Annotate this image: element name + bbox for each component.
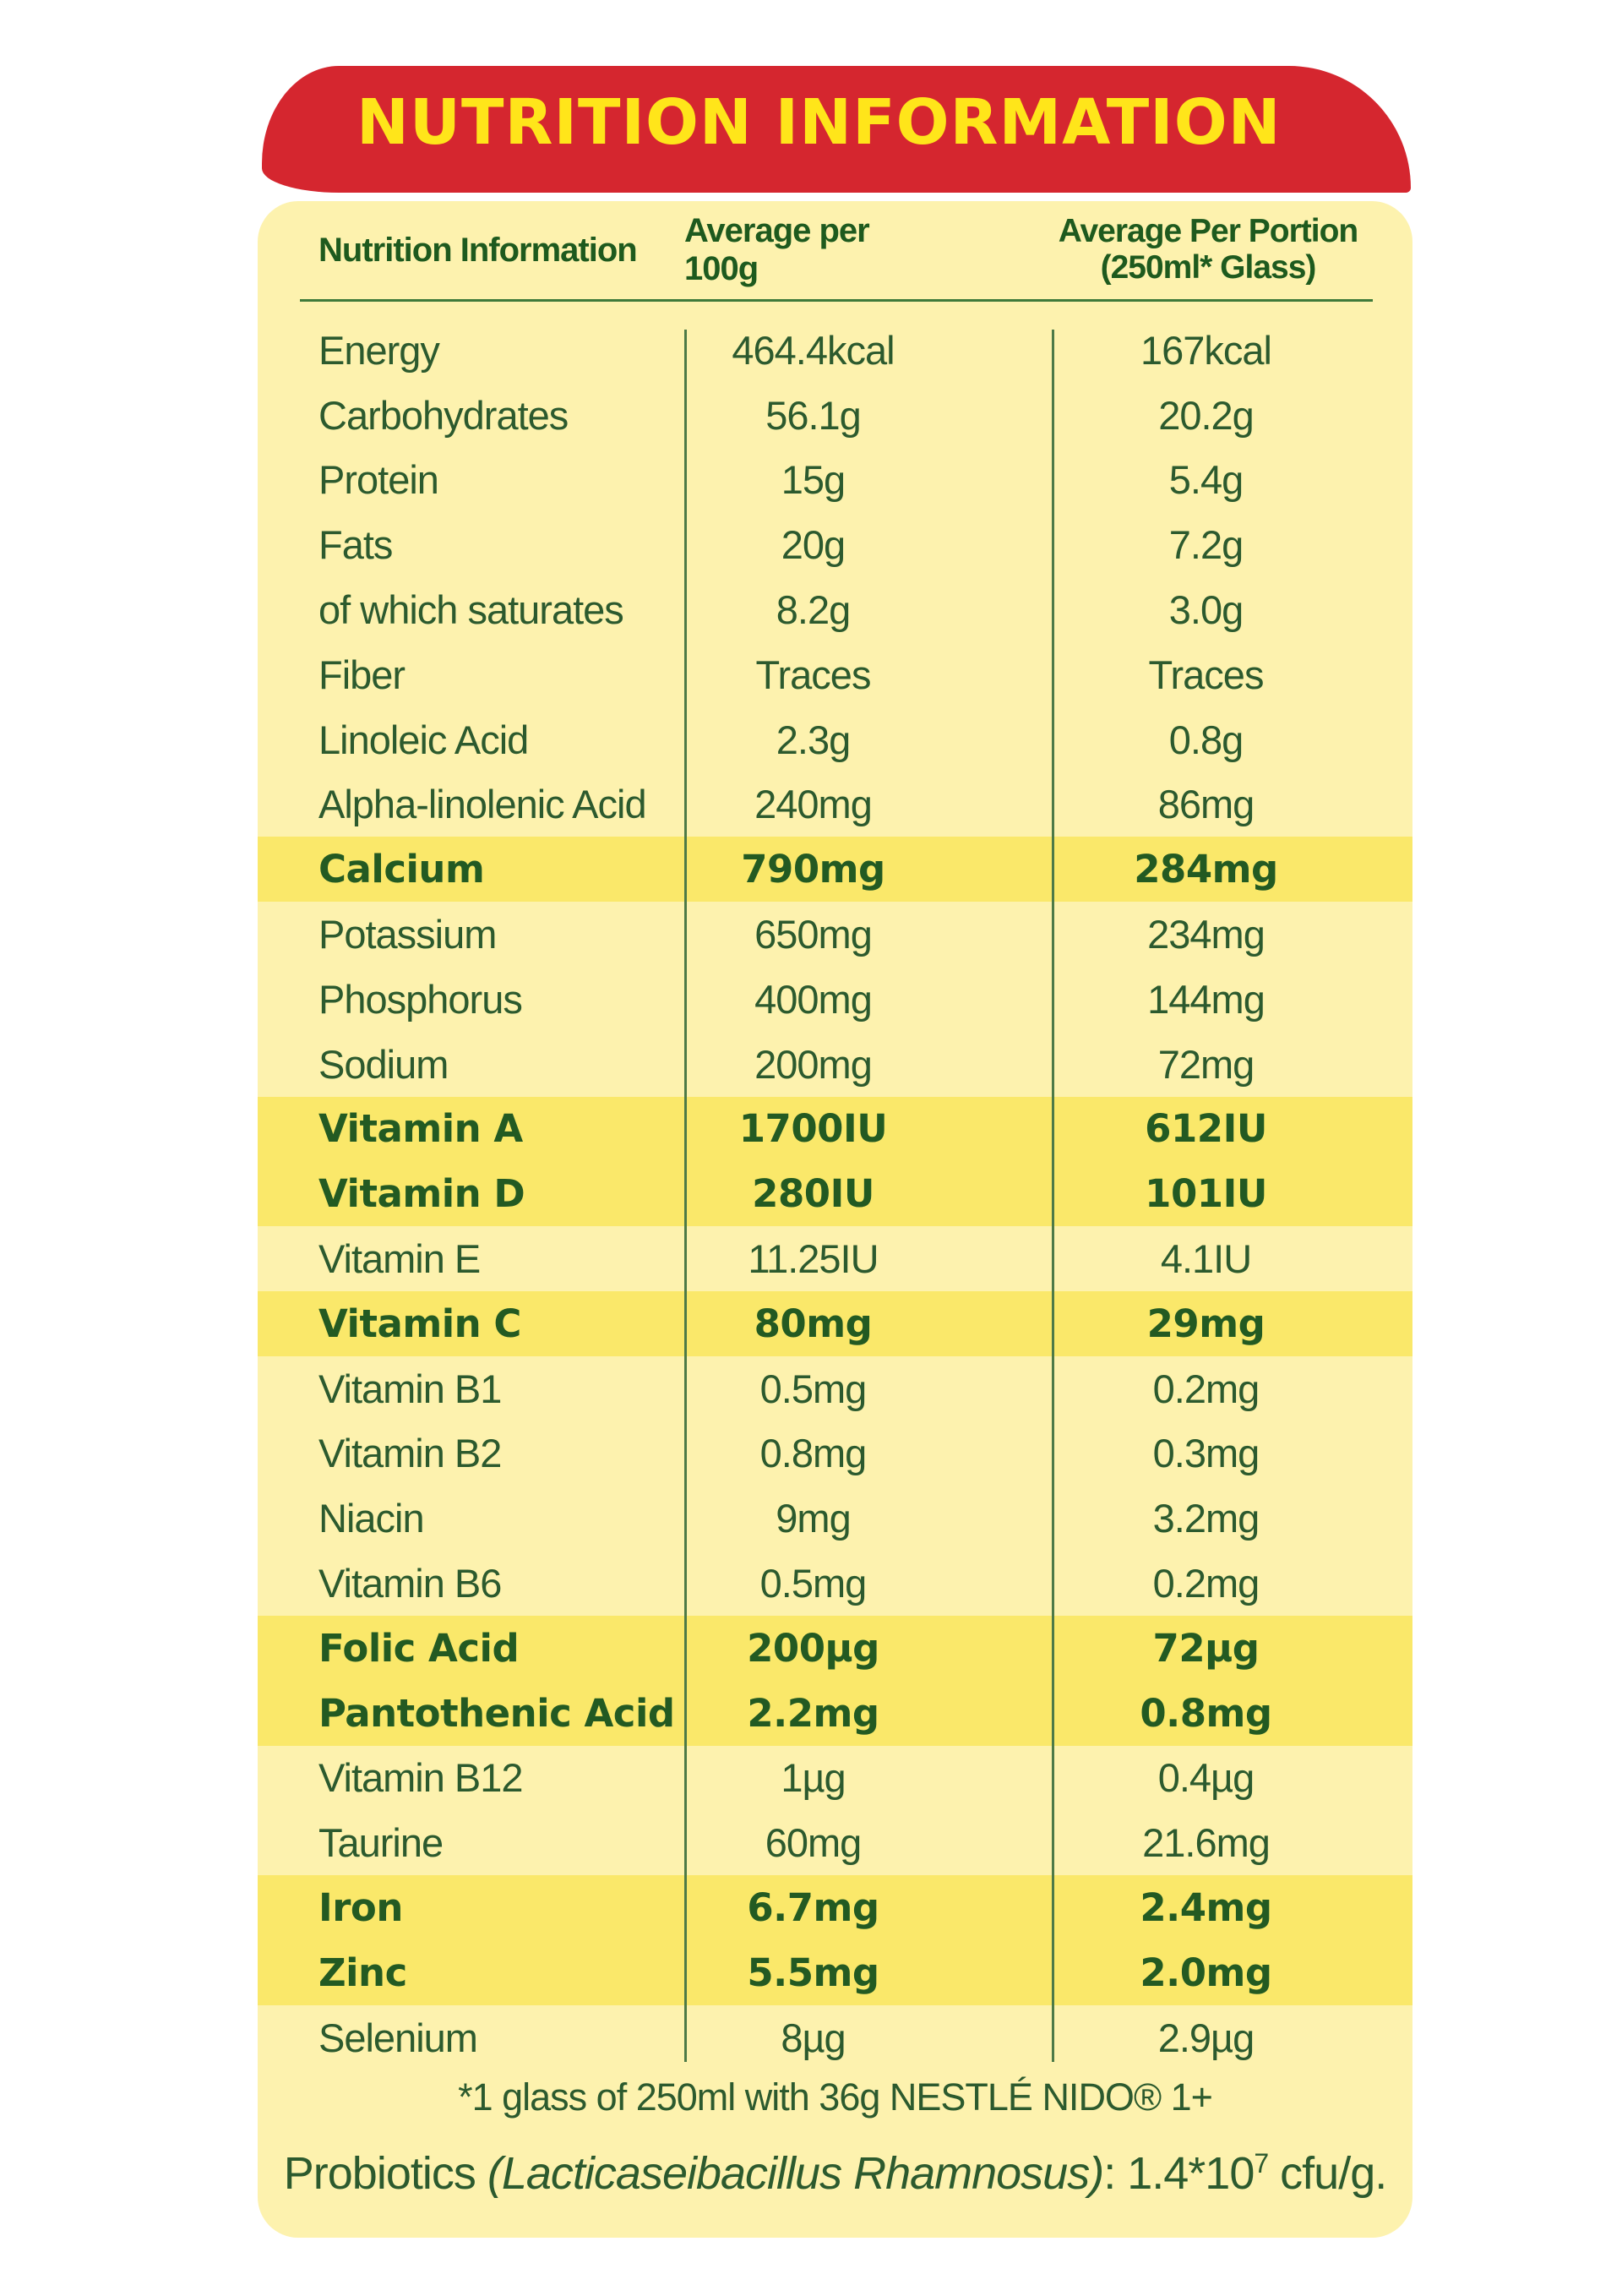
value-per-portion: 20.2g (1158, 392, 1254, 438)
header-per-portion-line2: (250ml* Glass) (1100, 249, 1316, 286)
value-per-100g: 400mg (754, 976, 872, 1022)
value-per-portion: 2.0mg (1140, 1950, 1272, 1995)
value-per-100g: 1700IU (738, 1106, 888, 1152)
value-per-100g: 280IU (752, 1171, 874, 1217)
value-per-portion: 0.2mg (1152, 1366, 1260, 1411)
value-per-portion: 0.8g (1168, 717, 1244, 762)
table-row (258, 1616, 1412, 1681)
table-row (258, 1161, 1412, 1226)
nutrient-name: Iron (318, 1885, 403, 1931)
value-per-100g: 200µg (747, 1625, 879, 1671)
probiotics-exponent: 7 (1254, 2148, 1269, 2179)
table-row (258, 1226, 1412, 1291)
nutrient-name: of which saturates (318, 587, 623, 633)
nutrient-name: Niacin (318, 1496, 424, 1541)
nutrient-name: Calcium (318, 847, 485, 892)
table-row (258, 1940, 1412, 2005)
title-banner (262, 66, 1411, 193)
table-body (258, 318, 1412, 2070)
table-row (258, 1291, 1412, 1356)
nutrient-name: Vitamin B1 (318, 1366, 502, 1411)
column-divider-1 (684, 330, 687, 2062)
value-per-100g: 56.1g (765, 392, 861, 438)
nutrient-name: Linoleic Acid (318, 717, 529, 762)
value-per-portion: 0.8mg (1140, 1690, 1272, 1736)
nutrient-name: Vitamin B6 (318, 1561, 502, 1606)
table-row (258, 1746, 1412, 1811)
value-per-portion: 234mg (1147, 912, 1265, 957)
header-nutrition-information: Nutrition Information (318, 231, 637, 269)
value-per-100g: 1µg (781, 1755, 846, 1801)
value-per-portion: 284mg (1134, 847, 1278, 892)
nutrient-name: Carbohydrates (318, 392, 569, 438)
value-per-portion: 612IU (1145, 1106, 1267, 1152)
nutrient-name: Pantothenic Acid (318, 1690, 675, 1736)
value-per-portion: 72mg (1157, 1041, 1255, 1087)
nutrient-name: Vitamin D (318, 1171, 525, 1217)
probiotics-value: : 1.4*10 (1103, 2148, 1255, 2199)
value-per-portion: 21.6mg (1142, 1820, 1270, 1866)
table-row (258, 448, 1412, 513)
nutrient-name: Vitamin B2 (318, 1431, 502, 1476)
nutrition-table-card (258, 201, 1412, 2238)
value-per-portion: 0.4µg (1157, 1755, 1255, 1801)
header-average-per-portion (1039, 201, 1377, 299)
value-per-portion: 144mg (1147, 976, 1265, 1022)
value-per-100g: 240mg (754, 782, 872, 827)
value-per-100g: 8.2g (776, 587, 851, 633)
table-row (258, 1421, 1412, 1486)
table-row (258, 1486, 1412, 1551)
column-divider-2 (1052, 330, 1054, 2062)
table-row (258, 967, 1412, 1032)
probiotics-note (258, 2147, 1412, 2200)
table-row (258, 642, 1412, 707)
nutrient-name: Phosphorus (318, 976, 522, 1022)
value-per-portion: 7.2g (1168, 522, 1244, 568)
nutrient-name: Selenium (318, 2015, 477, 2060)
value-per-portion: 2.9µg (1157, 2015, 1255, 2060)
value-per-100g: 6.7mg (747, 1885, 879, 1931)
table-row (258, 2005, 1412, 2070)
probiotics-unit: cfu/g. (1268, 2148, 1387, 2199)
table-row (258, 1551, 1412, 1616)
nutrient-name: Vitamin C (318, 1301, 521, 1346)
value-per-100g: 9mg (776, 1496, 851, 1541)
value-per-100g: 11.25IU (748, 1236, 879, 1282)
value-per-portion: 167kcal (1140, 327, 1271, 373)
table-row (258, 1032, 1412, 1097)
table-row (258, 1810, 1412, 1875)
value-per-100g: 790mg (741, 847, 885, 892)
banner-title: NUTRITION INFORMATION (357, 86, 1282, 159)
table-row (258, 383, 1412, 448)
header-per-portion-line1: Average Per Portion (1058, 213, 1358, 250)
table-row (258, 772, 1412, 837)
value-per-100g: 2.3g (776, 717, 851, 762)
nutrient-name: Vitamin B12 (318, 1755, 523, 1801)
nutrient-name: Folic Acid (318, 1625, 520, 1671)
value-per-portion: 101IU (1145, 1171, 1267, 1217)
value-per-portion: 29mg (1146, 1301, 1265, 1346)
nutrient-name: Vitamin E (318, 1236, 481, 1282)
value-per-portion: 72µg (1152, 1625, 1260, 1671)
header-average-per-100g: Average per 100g (684, 212, 869, 287)
table-row (258, 512, 1412, 577)
probiotics-prefix: Probiotics (283, 2148, 487, 2199)
value-per-100g: Traces (755, 652, 871, 697)
table-row (258, 707, 1412, 772)
table-row (258, 1356, 1412, 1421)
value-per-100g: 15g (781, 457, 846, 503)
value-per-100g: 5.5mg (747, 1950, 879, 1995)
value-per-portion: 3.2mg (1152, 1496, 1260, 1541)
table-header (258, 201, 1412, 299)
nutrient-name: Fats (318, 522, 393, 568)
table-row (258, 1875, 1412, 1940)
nutrient-name: Alpha-linolenic Acid (318, 782, 646, 827)
value-per-100g: 0.8mg (759, 1431, 867, 1476)
value-per-portion: 5.4g (1168, 457, 1244, 503)
nutrient-name: Zinc (318, 1950, 407, 1995)
nutrient-name: Potassium (318, 912, 497, 957)
value-per-100g: 200mg (754, 1041, 872, 1087)
value-per-100g: 650mg (754, 912, 872, 957)
table-row (258, 837, 1412, 902)
serving-footnote: *1 glass of 250ml with 36g NESTLÉ NIDO® 1+ (458, 2075, 1212, 2119)
value-per-100g: 2.2mg (747, 1690, 879, 1736)
table-row (258, 577, 1412, 642)
value-per-100g: 60mg (765, 1820, 862, 1866)
value-per-portion: 0.2mg (1152, 1561, 1260, 1606)
nutrient-name: Vitamin A (318, 1106, 523, 1152)
table-row (258, 1681, 1412, 1746)
header-divider (300, 299, 1373, 302)
nutrient-name: Sodium (318, 1041, 449, 1087)
value-per-100g: 20g (781, 522, 846, 568)
value-per-100g: 464.4kcal (732, 327, 895, 373)
nutrient-name: Protein (318, 457, 438, 503)
value-per-100g: 8µg (781, 2015, 846, 2060)
probiotics-organism: (Lacticaseibacillus Rhamnosus) (487, 2148, 1104, 2199)
table-row (258, 902, 1412, 967)
value-per-portion: 4.1IU (1160, 1236, 1252, 1282)
table-row (258, 1097, 1412, 1162)
value-per-portion: 2.4mg (1140, 1885, 1272, 1931)
value-per-100g: 0.5mg (759, 1366, 867, 1411)
value-per-portion: 0.3mg (1152, 1431, 1260, 1476)
nutrient-name: Energy (318, 327, 439, 373)
value-per-100g: 80mg (754, 1301, 873, 1346)
nutrient-name: Fiber (318, 652, 406, 697)
value-per-portion: 86mg (1157, 782, 1255, 827)
value-per-portion: Traces (1148, 652, 1264, 697)
nutrient-name: Taurine (318, 1820, 444, 1866)
value-per-portion: 3.0g (1168, 587, 1244, 633)
value-per-100g: 0.5mg (759, 1561, 867, 1606)
table-row (258, 318, 1412, 383)
